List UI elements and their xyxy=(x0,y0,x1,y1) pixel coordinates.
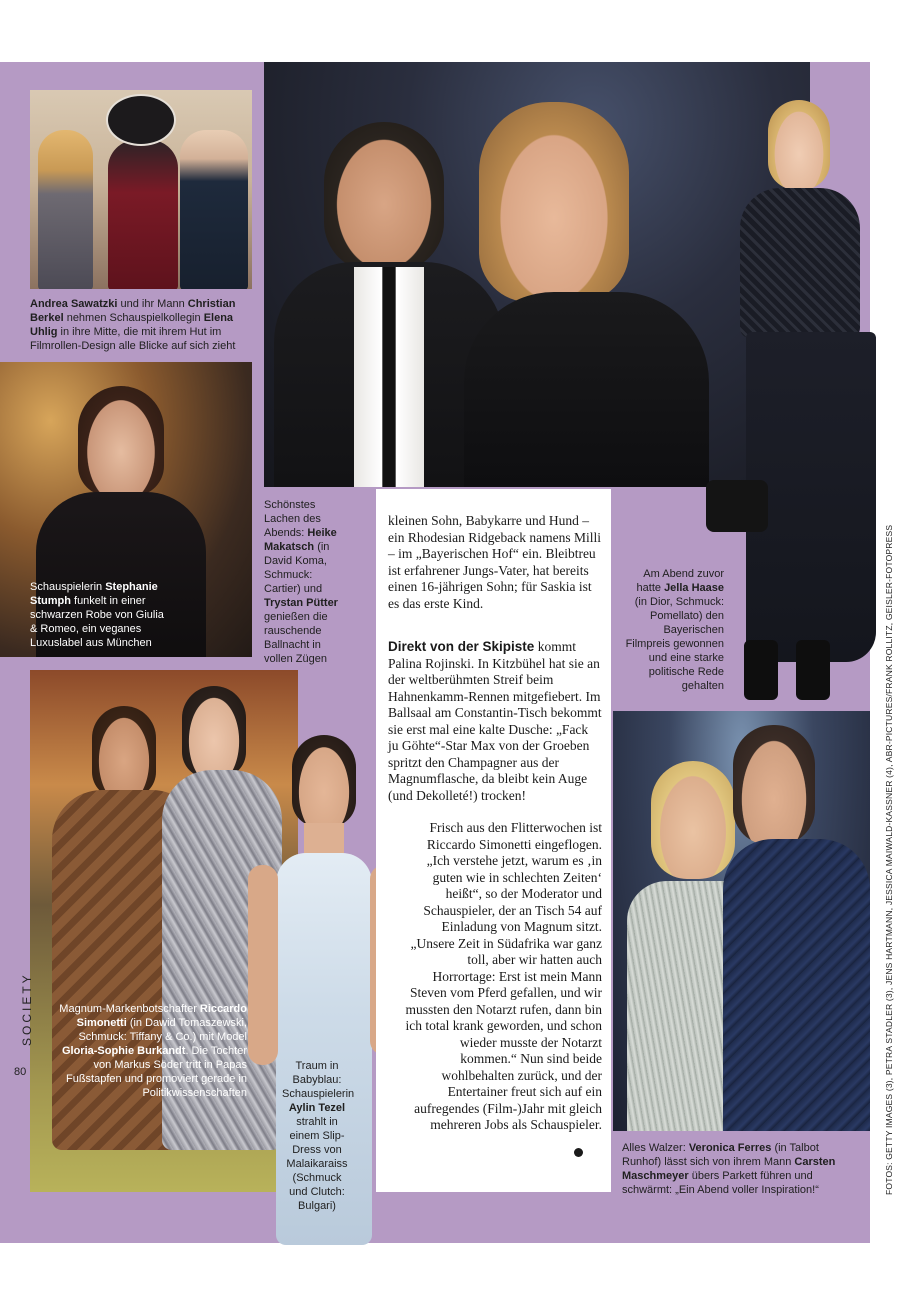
caption-makatsch: Schönstes Lachen des Abends: Heike Makatsch (in David Koma, Schmuck: Cartier) und Trystan Pütter genießen die rauschende Ballnacht in vollen Zügen xyxy=(264,499,338,665)
article-text xyxy=(376,489,611,1192)
photo-sawatzki-berkel-uhlig xyxy=(30,90,252,289)
article-paragraph-3: Frisch aus den Flitterwochen ist Riccardo Simonetti eingeflogen. „Ich verstehe jetzt, warum es ‚in guten wie in schlechten Zeiten‘ heißt“, so der Moderator und Schauspieler, der an Tisch 54 auf Einladung von Magnum sitzt. „Unsere Zeit in Südafrika war ganz toll, aber wir hatten auch Horrortage: Erst ist mein Mann Steven vom Pferd gefallen, und wir mussten den Notarzt rufen, dann bin ich total krank geworden, und schon wieder musste der Notarzt kommen.“ Nun sind beide wohlbehalten zurück, und der Entertainer freut sich auf ein aufregendes (Film-)Jahr mit gleich mehreren Jobs als Schauspieler. xyxy=(405,820,602,1132)
photo-ferres-maschmeyer xyxy=(613,711,870,1131)
caption-haase: Am Abend zuvor hatte Jella Haase (in Dior, Schmuck: Pomellato) den Bayerischen Filmpreis gewonnen und eine starke politische Rede gehalten xyxy=(625,568,724,692)
caption-tezel: Traum in Babyblau: Schauspielerin Aylin Tezel strahlt in einem Slip-Dress von Malaikaraiss (Schmuck und Clutch: Bulgari) xyxy=(282,1060,355,1212)
caption-sawatzki: Andrea Sawatzki und ihr Mann Christian Berkel nehmen Schauspielkollegin Elena Uhlig in ihre Mitte, die mit ihrem Hut im Filmrollen-Design alle Blicke auf sich zieht xyxy=(30,298,236,352)
page-number: 80 xyxy=(14,1066,27,1078)
article-paragraph-2: Direkt von der Skipiste kommt Palina Rojinski. In Kitzbühel hat sie an der weltberühmten Streif beim Hahnenkamm-Rennen mitgefiebert. Im Ballsaal am Constantin-Tisch bekommt sie erst mal eine kalte Dusche: „Fack ju Göhte“-Star Max von der Groeben spritzt den Champagner aus der Magnumflasche, da bleibt kein Auge (und Dekolleté!) trocken! xyxy=(388,639,602,803)
caption-stumph: Schauspielerin Stephanie Stumph funkelt in einer schwarzen Robe von Giulia & Romeo, ein veganes Luxuslabel aus München xyxy=(30,581,164,649)
photo-jella-haase xyxy=(716,100,886,700)
caption-ferres: Alles Walzer: Veronica Ferres (in Talbot Runhof) lässt sich von ihrem Mann Carsten Maschmeyer übers Parkett führen und schwärmt: „Ein Abend voller Inspiration!“ xyxy=(622,1142,836,1196)
section-label: SOCIETY xyxy=(20,972,34,1046)
end-mark-icon xyxy=(574,1148,583,1157)
caption-simonetti: Magnum-Markenbotschafter Riccardo Simonetti (in Dawid Tomaszewski, Schmuck: Tiffany & Co.) mit Model Gloria-Sophie Burkandt. Die Tochter von Markus Söder tritt in Papas Fußstapfen und promoviert gerade in Politikwissenschaften xyxy=(59,1003,247,1099)
photo-credit: FOTOS: GETTY IMAGES (3), PETRA STADLER (3), JENS HARTMANN, JESSICA MAIWALD-KASSNER (4), ABR-PICTURES/FRANK ROLLITZ, GEISLER-FOTOPRESS xyxy=(884,524,894,1195)
article-paragraph-1: kleinen Sohn, Babykarre und Hund – ein Rhodesian Ridgeback namens Milli – im „Bayerischen Hof“ ein. Bleibtreu ist erfahrener Jungs-Vater, hat bereits einen 16-jährigen Sohn; für Saskia ist es das erste Kind. xyxy=(388,513,601,611)
